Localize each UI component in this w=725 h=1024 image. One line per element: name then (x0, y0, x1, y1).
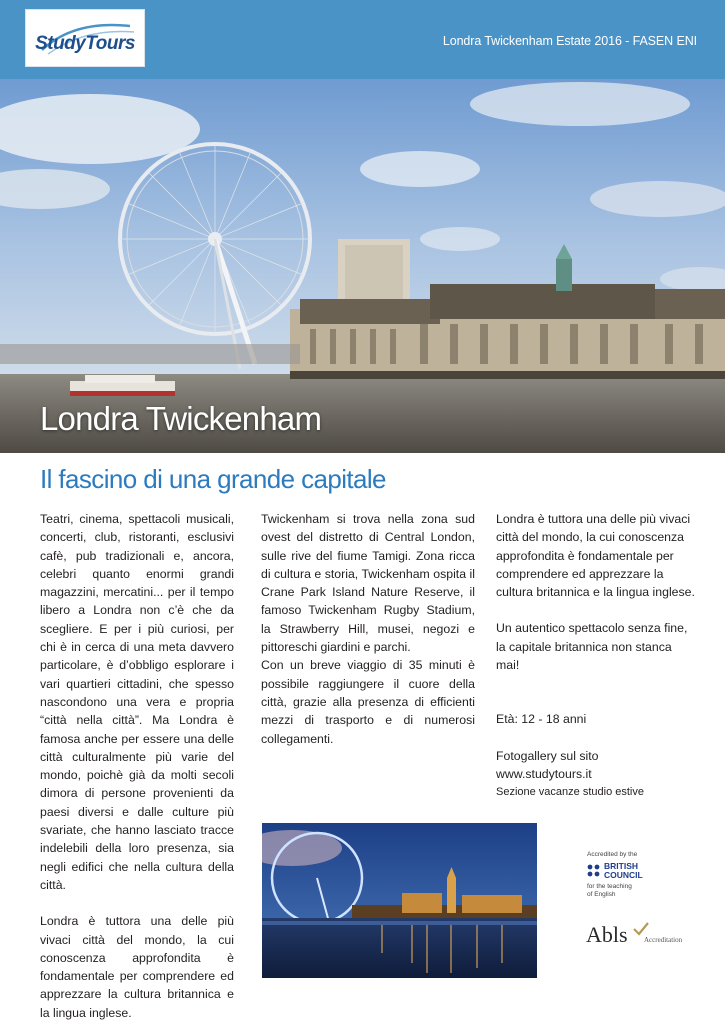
abls-name: Abls (586, 922, 628, 947)
bc-teaching-text: for the teaching (587, 883, 632, 890)
column2-paragraph-2: Con un breve viaggio di 35 minuti è possibile raggiungere il cuore della città, grazie alla presenza di efficienti mezzi di trasporto e di numerosi collegamenti. (261, 658, 475, 746)
age-range: Età: 12 - 18 anni (496, 712, 587, 727)
bc-name-line2: COUNCIL (604, 870, 643, 880)
bc-name-line1: BRITISH (604, 861, 638, 871)
column3-paragraph-2: Un autentico spettacolo senza fine, la capitale britannica non stanca mai! (496, 621, 688, 673)
gallery-section: Sezione vacanze studio estive (496, 786, 644, 799)
gallery-url-link[interactable]: www.studytours.it (496, 766, 592, 781)
hero-image-london-eye (0, 79, 725, 453)
british-council-logo (587, 851, 667, 903)
abls-subtitle: Accreditation (644, 936, 683, 944)
bc-english-text: of English (587, 891, 616, 898)
column1-paragraph-1: Teatri, cinema, spettacoli musicali, concerti, club, ristoranti, esclusivi cafè, pub tradizionali e, ancora, celebri quanto enormi grandi magazzini, mercatini... per il tempo libero a Londra non c’è che da scegliere. E per i più curiosi, per chi è in cerca di una meta davvero particolare, è d’obbligo esplorare i vari quartieri cittadini, che spesso nascondono una vera e propria “città nella città”. Ma Londra è famosa anche per essere una delle città culturalmente più varie del mondo, poichè già da molti secoli dimora di persone provenienti da paesi diversi e dalle culture più svariate, che hanno lasciato tracce indelebili della loro presenza, sia negli edifici che nella cultura della città. (40, 512, 234, 892)
text-column-2 (261, 510, 475, 748)
column1-paragraph-2: Londra è tuttora una delle più vivaci città del mondo, la cui conoscenza approfondita è fondamentale per comprendere ed apprezzare la cultura britannica e la lingua inglese. (40, 914, 234, 1020)
gallery-label: Fotogallery sul sito (496, 748, 599, 763)
header-title: Londra Twickenham Estate 2016 - FASEN ENI (442, 34, 697, 48)
bc-accredited-text: Accredited by the (587, 851, 638, 858)
abls-logo (586, 922, 696, 954)
header-bar (0, 0, 725, 79)
checkmark-icon (632, 922, 650, 936)
text-column-1 (40, 510, 234, 1022)
studytours-logo[interactable] (25, 9, 145, 67)
logo-text: StudyTours (35, 33, 135, 54)
column3-paragraph-1: Londra è tuttora una delle più vivaci città del mondo, la cui conoscenza approfondita è fondamentale per comprendere ed apprezzare la cultura britannica e la lingua inglese. (496, 512, 695, 600)
british-council-dots-icon (587, 864, 601, 878)
london-eye-photo (0, 79, 725, 453)
night-photo-thames (262, 823, 537, 978)
text-column-3 (496, 510, 696, 802)
section-subtitle: Il fascino di una grande capitale (40, 464, 386, 494)
thames-night-photo (262, 823, 537, 978)
hero-title: Londra Twickenham (40, 400, 322, 437)
column2-paragraph-1: Twickenham si trova nella zona sud ovest del distretto di Central London, sulle rive del fiume Tamigi. Zona ricca di cultura e storia, Twickenham ospita il Crane Park Island Nature Reserve, il famoso Twickenham Rugby Stadium, la Strawberry Hill, musei, negozi e pittoreschi giardini e parchi. (261, 512, 475, 655)
